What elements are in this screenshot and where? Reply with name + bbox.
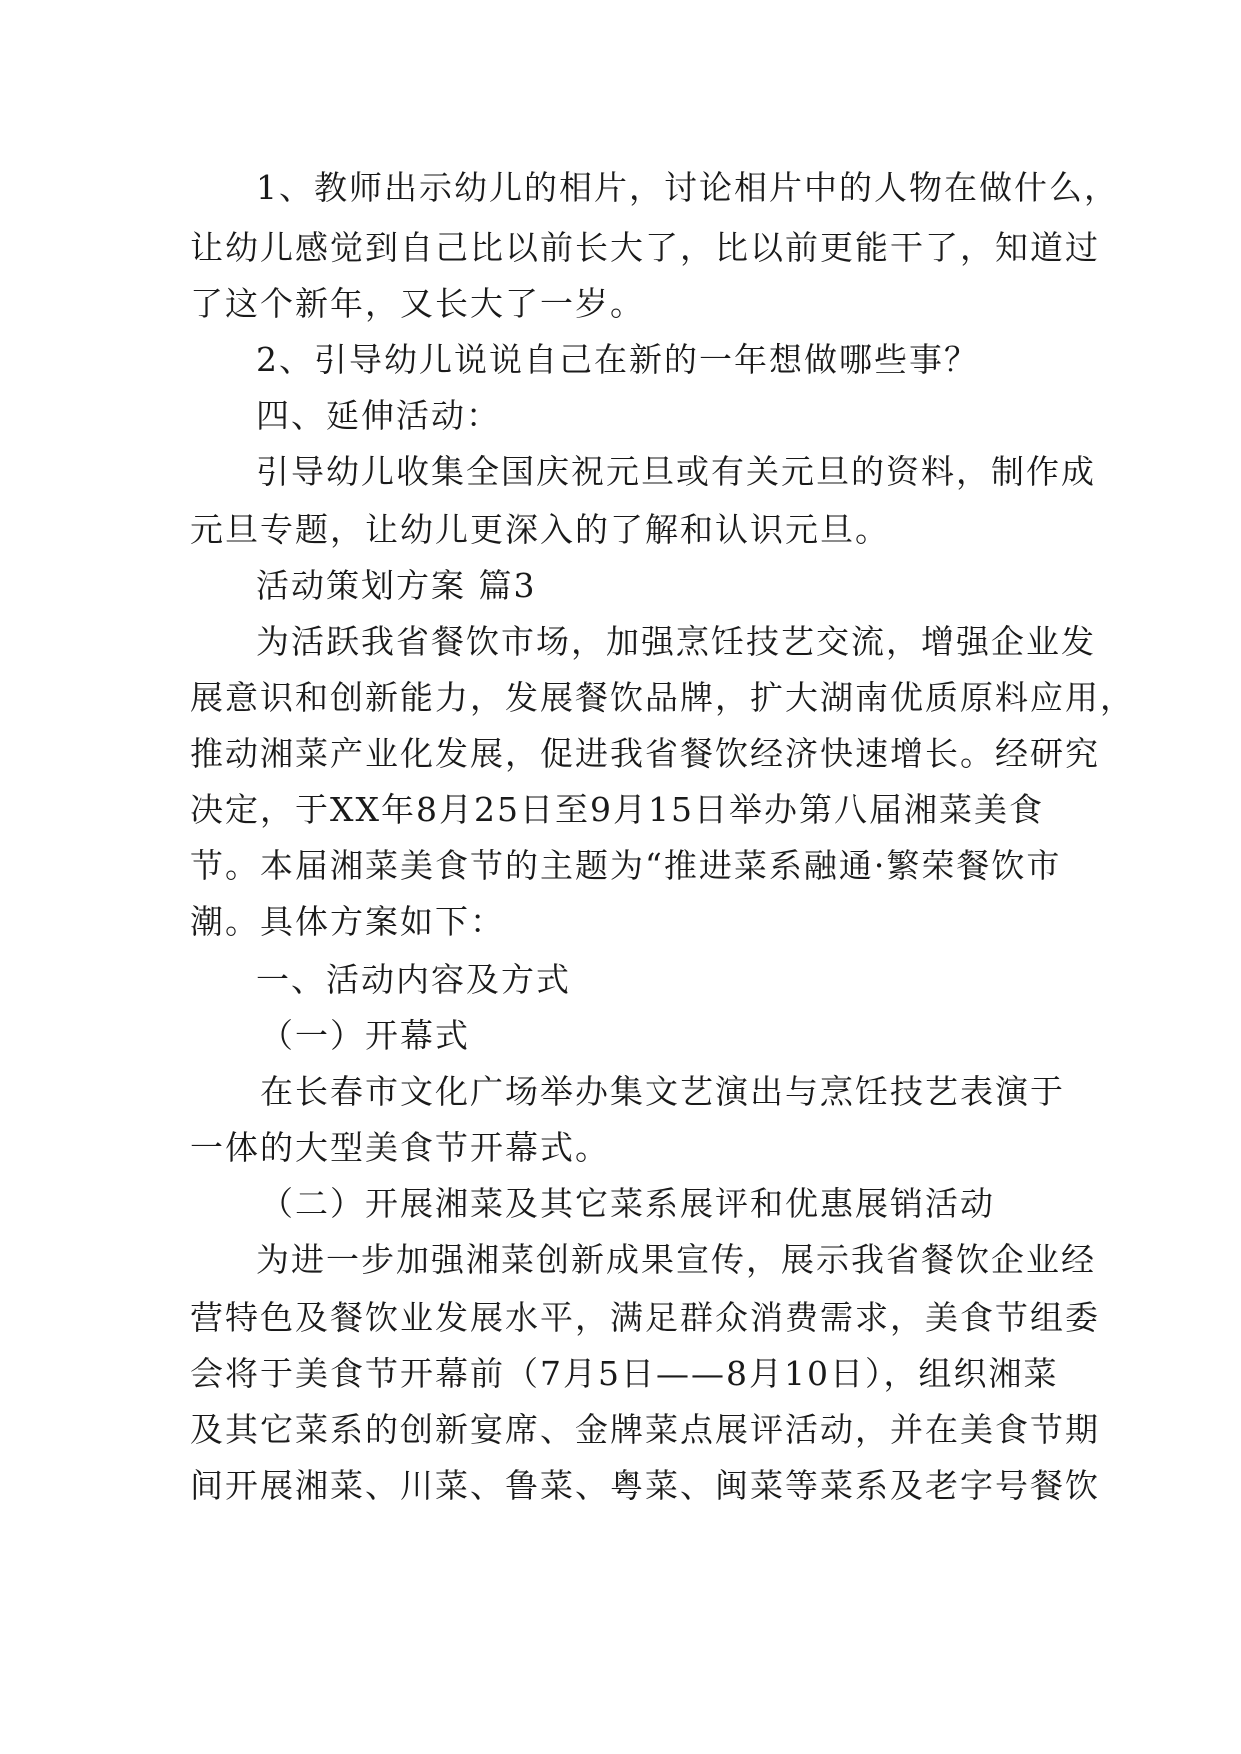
section-heading: 四、延伸活动： bbox=[256, 396, 501, 435]
body-text-line: 会将于美食节开幕前（7月5日——8月10日），组织湘菜 bbox=[190, 1354, 1059, 1393]
body-text-line: 元旦专题，让幼儿更深入的了解和认识元旦。 bbox=[190, 510, 890, 549]
body-text-line: 间开展湘菜、川菜、鲁菜、粤菜、闽菜等菜系及老字号餐饮 bbox=[190, 1466, 1100, 1505]
body-text-line: 潮。具体方案如下： bbox=[190, 902, 505, 941]
body-text-line: 一体的大型美食节开幕式。 bbox=[190, 1128, 610, 1167]
body-text-line: 展意识和创新能力，发展餐饮品牌，扩大湖南优质原料应用， bbox=[190, 678, 1135, 717]
body-text-line: 推动湘菜产业化发展，促进我省餐饮经济快速增长。经研究 bbox=[190, 734, 1100, 773]
body-text-line: 让幼儿感觉到自己比以前长大了，比以前更能干了，知道过 bbox=[190, 228, 1100, 267]
subsection-heading: （一）开幕式 bbox=[260, 1016, 470, 1055]
body-text-line: 及其它菜系的创新宴席、金牌菜点展评活动，并在美食节期 bbox=[190, 1410, 1100, 1449]
subsection-heading: （二）开展湘菜及其它菜系展评和优惠展销活动 bbox=[260, 1184, 995, 1223]
section-heading: 一、活动内容及方式 bbox=[256, 960, 571, 999]
body-text-line: 1、教师出示幼儿的相片，讨论相片中的人物在做什么， bbox=[256, 168, 1119, 207]
body-text-line: 节。本届湘菜美食节的主题为“推进菜系融通·繁荣餐饮市 bbox=[190, 846, 1062, 885]
body-text-line: 营特色及餐饮业发展水平，满足群众消费需求，美食节组委 bbox=[190, 1298, 1100, 1337]
body-text-line: 为活跃我省餐饮市场，加强烹饪技艺交流，增强企业发 bbox=[256, 622, 1096, 661]
section-title: 活动策划方案 篇3 bbox=[256, 566, 537, 605]
body-text-line: 引导幼儿收集全国庆祝元旦或有关元旦的资料，制作成 bbox=[256, 452, 1096, 491]
body-text-line: 2、引导幼儿说说自己在新的一年想做哪些事？ bbox=[256, 340, 979, 379]
body-text-line: 在长春市文化广场举办集文艺演出与烹饪技艺表演于 bbox=[260, 1072, 1065, 1111]
body-text-line: 为进一步加强湘菜创新成果宣传，展示我省餐饮企业经 bbox=[256, 1240, 1096, 1279]
body-text-line: 决定，于XX年8月25日至9月15日举办第八届湘菜美食 bbox=[190, 790, 1044, 829]
body-text-line: 了这个新年，又长大了一岁。 bbox=[190, 284, 645, 323]
